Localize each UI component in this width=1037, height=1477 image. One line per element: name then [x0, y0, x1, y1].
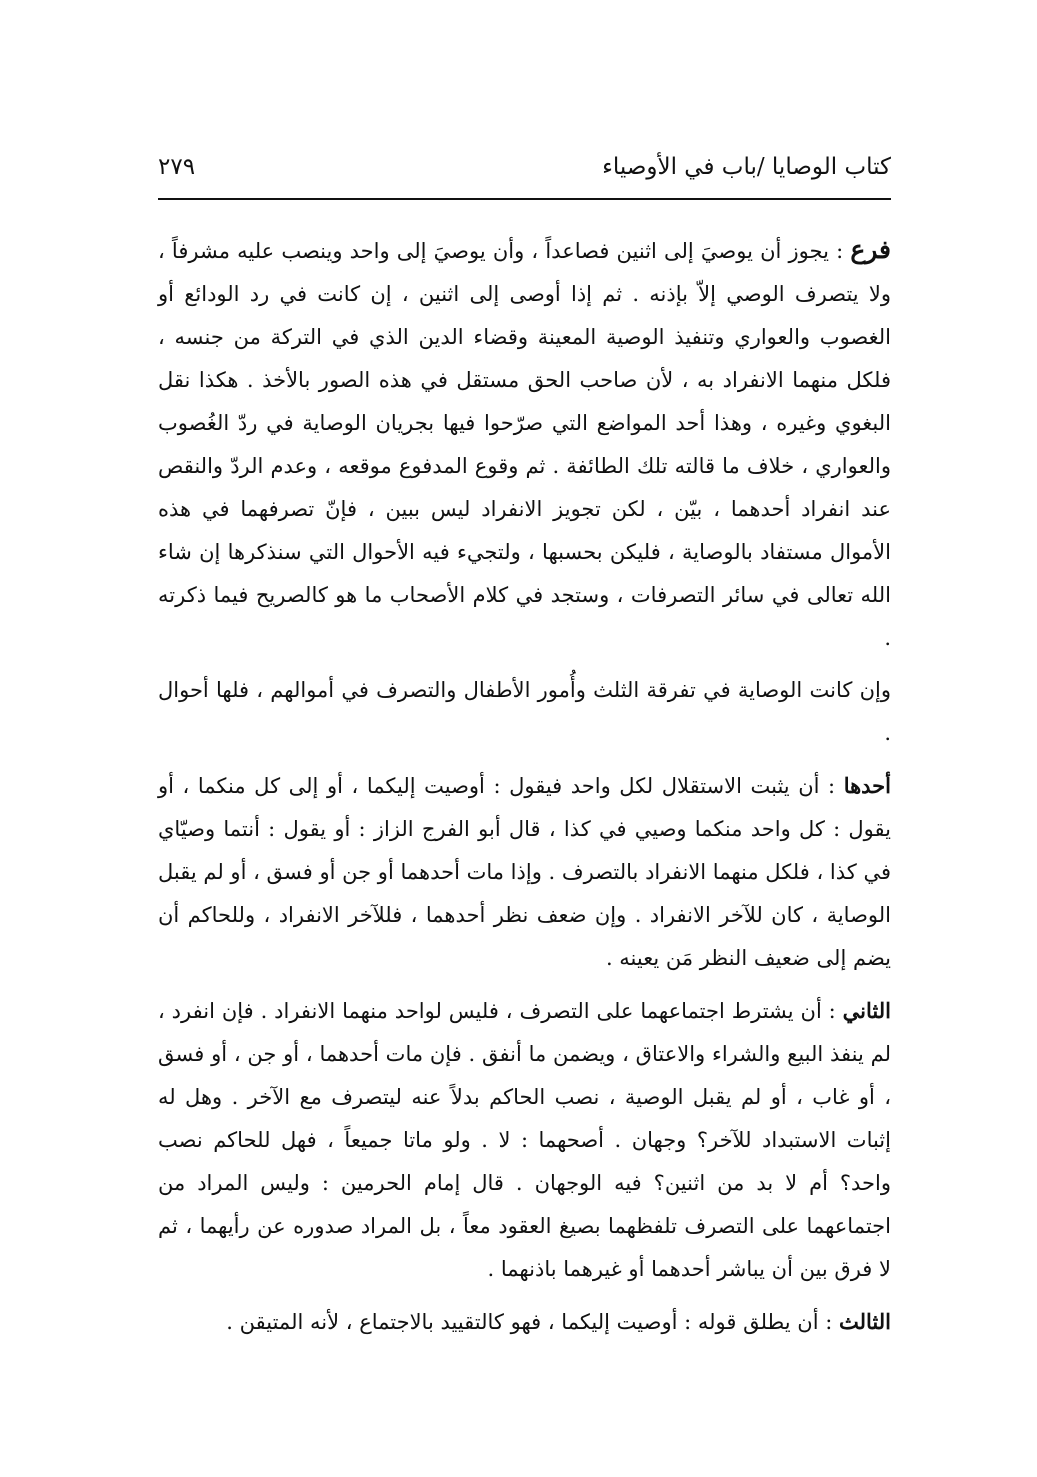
paragraph-lead: الثالث: [839, 1309, 891, 1334]
paragraph-first-case: [158, 764, 891, 980]
paragraph-lead: الثاني: [842, 998, 891, 1023]
paragraph-far: [158, 228, 891, 660]
lead-separator: :: [821, 999, 843, 1023]
header-rule: [158, 198, 891, 200]
paragraph-text: أن يشترط اجتماعهما على التصرف ، فليس لواحد منهما الانفراد . فإن انفرد ، لم ينفذ البيع والشراء والاعتاق ، ويضمن ما أنفق . فإن مات أحدهما ، أو جن ، أو فسق ، أو غاب ، أو لم يقبل الوصية ، نصب الحاكم بدلاً عنه ليتصرف مع الآخر . وهل له إثبات الاستبداد للآخر؟ وجهان . أصحهما : لا . ولو ماتا جميعاً ، فهل للحاكم نصب واحد؟ أم لا بد من اثنين؟ فيه الوجهان . قال إمام الحرمين : وليس المراد من اجتماعهما على التصرف تلفظهما بصيغ العقود معاً ، بل المراد صدوره عن رأيهما ، ثم لا فرق بين أن يباشر أحدهما أو غيرهما باذنهما .: [158, 999, 891, 1281]
paragraph-text: أن يطلق قوله : أوصيت إليكما ، فهو كالتقييد بالاجتماع ، لأنه المتيقن .: [226, 1310, 819, 1334]
paragraph-lead: فرع: [850, 235, 891, 264]
page-header: [158, 150, 891, 194]
running-title: كتاب الوصايا /باب في الأوصياء: [602, 154, 891, 180]
body-text: [158, 228, 891, 1353]
page-number: ٢٧٩: [158, 154, 196, 180]
paragraph-lead: أحدها: [843, 773, 891, 798]
paragraph-text: أن يثبت الاستقلال لكل واحد فيقول : أوصيت إليكما ، أو إلى كل منكما ، أو يقول : كل واحد منكما وصيي في كذا ، قال أبو الفرج الزاز : أو يقول : أنتما وصيّاي في كذا ، فلكل منهما الانفراد بالتصرف . وإذا مات أحدهما أو جن أو فسق ، أو لم يقبل الوصاية ، كان للآخر الانفراد . وإن ضعف نظر أحدهما ، فللآخر الانفراد ، وللحاكم أن يضم إلى ضعيف النظر مَن يعينه .: [158, 774, 892, 970]
paragraph-second-case: [158, 989, 891, 1291]
paragraph-third-case: [158, 1300, 891, 1344]
paragraph-text: يجوز أن يوصيَ إلى اثنين فصاعداً ، وأن يوصيَ إلى واحد وينصب عليه مشرفاً ، ولا يتصرف الوصي إلاّ بإذنه . ثم إذا أوصى إلى اثنين ، إن كانت في رد الودائع أو الغصوب والعواري وتنفيذ الوصية المعينة وقضاء الدين الذي في التركة من جنسه ، فلكل منهما الانفراد به ، لأن صاحب الحق مستقل في هذه الصور بالأخذ . هكذا نقل البغوي وغيره ، وهذا أحد المواضع التي صرّحوا فيها بجريان الوصاية في ردّ الغُصوب والعواري ، خلاف ما قالته تلك الطائفة . ثم وقوع المدفوع موقعه ، وعدم الردّ والنقص عند انفراد أحدهما ، بيّن ، لكن تجويز الانفراد ليس ببين ، فإنّ تصرفهما في هذه الأموال مستفاد بالوصاية ، فليكن بحسبها ، ولتجيء فيه الأحوال التي سنذكرها إن شاء الله تعالى في سائر التصرفات ، وستجد في كلام الأصحاب ما هو كالصريح فيما ذكرته .: [158, 239, 891, 650]
paragraph-conditions: [158, 669, 891, 755]
lead-separator: :: [818, 1310, 839, 1334]
paragraph-text: وإن كانت الوصاية في تفرقة الثلث وأُمور الأطفال والتصرف في أموالهم ، فلها أحوال .: [158, 678, 891, 745]
lead-separator: :: [819, 774, 844, 798]
lead-separator: :: [828, 239, 851, 263]
